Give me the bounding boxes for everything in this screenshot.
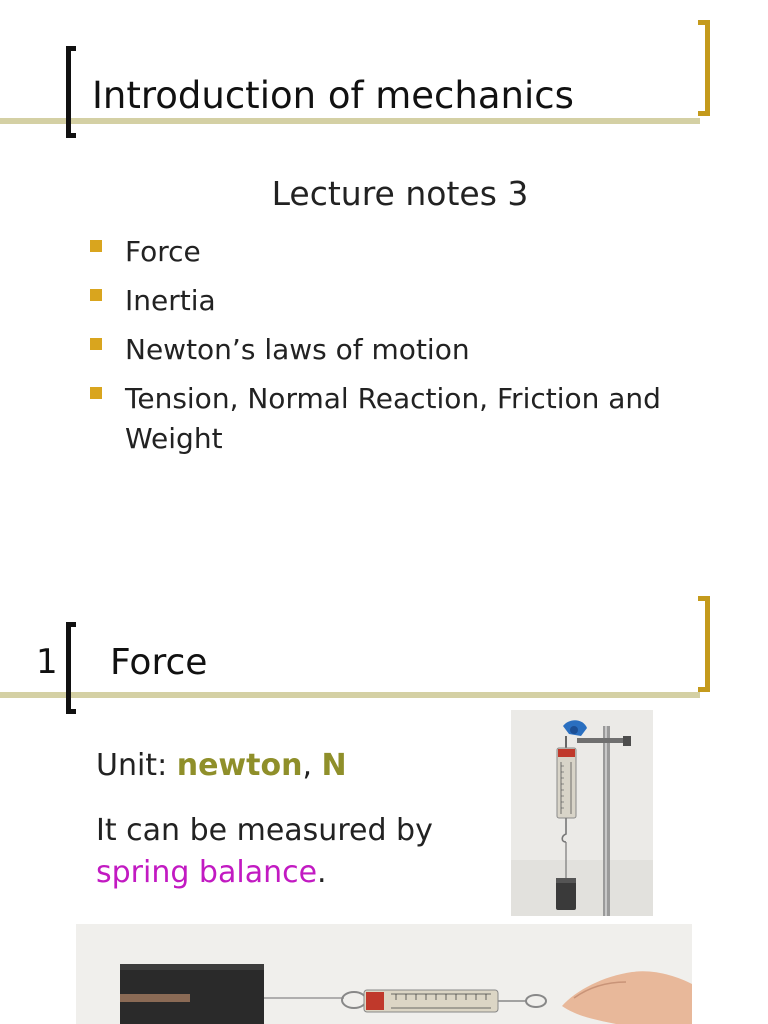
slide-force [0,580,768,1024]
measure-text: It can be measured by spring balance. [96,813,433,890]
unit-name: newton [176,748,303,783]
title-rule [0,118,700,124]
left-bracket-decoration [66,622,76,714]
slide-number: 1 [36,642,58,682]
block-spring-balance-illustration [76,924,692,1024]
bullet-square-icon [90,289,102,301]
spring-balance-term: spring balance [96,855,318,890]
bullet-item: Newton’s laws of motion [88,330,708,370]
unit-line: Unit: newton, N [96,748,347,783]
left-bracket-decoration [66,46,76,138]
bullet-square-icon [90,240,102,252]
slide-subtitle: Lecture notes 3 [271,174,529,213]
unit-symbol: N [321,748,347,783]
bullet-square-icon [90,387,102,399]
slide-title: Introduction of mechanics [92,74,574,117]
bullet-item: Force [88,232,708,272]
bullet-list [88,232,708,468]
slide-title: Force [110,642,208,683]
right-bracket-decoration [698,596,710,692]
bullet-item: Tension, Normal Reaction, Friction and Weight [88,379,708,459]
bullet-square-icon [90,338,102,350]
title-rule [0,692,700,698]
spring-balance-photo [511,710,653,916]
spring-balance-stand-illustration [511,710,653,916]
pulling-block-photo [76,924,692,1024]
bullet-item: Inertia [88,281,708,321]
right-bracket-decoration [698,20,710,116]
